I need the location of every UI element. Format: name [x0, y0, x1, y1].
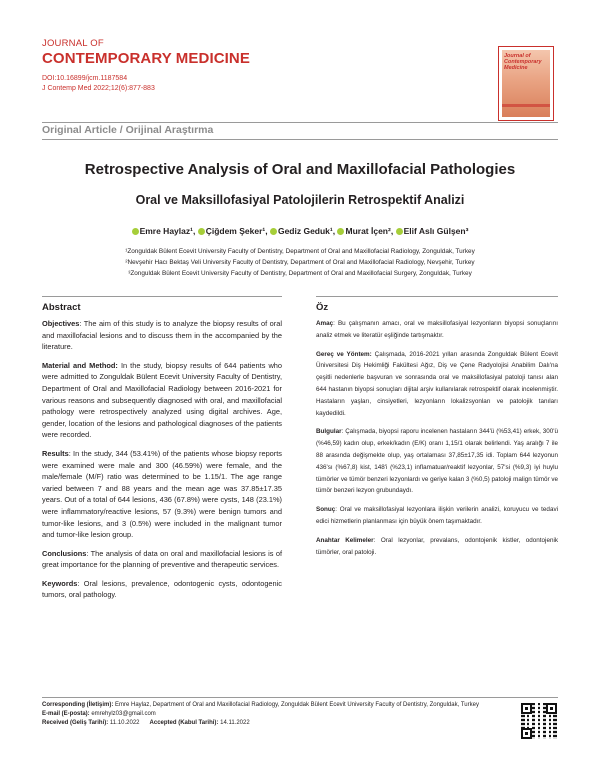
orcid-icon[interactable]: [132, 228, 139, 235]
orcid-icon[interactable]: [337, 228, 344, 235]
article-title: Retrospective Analysis of Oral and Maxillofacial Pathologies: [84, 161, 516, 178]
oz-gerec-yontem: Gereç ve Yöntem: Çalışmada, 2016-2021 yılları arasında Zonguldak Bülent Ecevit Üniversitesi Diş Hekimliği Fakültesi Ağız, Diş ve Çene Radyolojisi Anabilim Dalı'na çeşitli nedenlerle başvuran ve sonrasında oral ve maksillofasiyal patoloji tanısı alan 644 hastanın biyopsi sonuçları dijital arşiv kullanılarak retrospektif olarak incelenmiştir. Hastaların yaşları, cinsiyetleri, lezyonların lokalizsyonları ve patolojik tanıları kaydedildi.: [316, 350, 558, 417]
author[interactable]: Emre Haylaz¹,: [132, 226, 196, 236]
author[interactable]: Gediz Geduk¹,: [270, 226, 335, 236]
affiliations: [0, 246, 600, 279]
journal-name-line1: JOURNAL OF: [42, 38, 104, 49]
affiliation: ¹Zonguldak Bülent Ecevit University Faculty of Dentistry, Department of Oral and Maxillofacial Radiology, Zonguldak, Turkey: [125, 248, 475, 255]
orcid-icon[interactable]: [396, 228, 403, 235]
divider: [316, 296, 558, 297]
abstract-methods: Material and Method: In the study, biopsy results of 644 patients who were admitted to Zonguldak Bülent Ecevit University Faculty of Dentistry, Department of Oral and Maxillofacial Radiology between 2016-2021 for various reasons and subsequently diagnosed with oral, and maxillofacial pathology were retrospectively analyzed using digital archives. Age, gender, location of the lesions and pathological diagnoses of the patients were recorded.: [42, 360, 282, 440]
abstract-conclusions: Conclusions: The analysis of data on oral and maxillofacial lesions is of great importance for the planning of preventive and therapeutic services.: [42, 548, 282, 570]
journal-name-line2: CONTEMPORARY MEDICINE: [42, 50, 250, 67]
oz-anahtar-kelimeler: Anahtar Kelimeler: Oral lezyonlar, prevalans, odontojenik kistler, odontojenik tümörler, oral patoloji.: [316, 536, 558, 556]
abstract-results: Results: In the study, 344 (53.41%) of the patients whose biopsy reports were examined were male and 300 (46.59%) were female, and the male/female (M/F) ratio was determined to be 1.15/1. The age range varied between 7 and 88 years and the mean age was 37.85±17.35 years. Out of a total of 644 lesions, 436 (67.8%) were cysts, 148 (23.1%) were inflammatory/reactive lesions, 57 (9.3%) were benign tumors and tumor-like lesions, and 3 (0.5%) were included in the malignant tumor and tumor-like lesion group.: [42, 448, 282, 540]
oz-sonuc: Sonuç: Oral ve maksillofasiyal lezyonlara ilişkin verilerin analizi, koruyucu ve tedavi edici hizmetlerin planlanması için büyük önem taşımaktadır.: [316, 506, 558, 525]
divider: [42, 697, 558, 698]
abstract-heading: Abstract: [42, 302, 81, 313]
dates: Received (Geliş Tarihi): 11.10.2022 Accepted (Kabul Tarihi): 14.11.2022: [42, 720, 250, 726]
email-link[interactable]: emrehylz03@gmail.com: [89, 711, 156, 717]
citation: J Contemp Med 2022;12(6):877-883: [42, 85, 155, 92]
author[interactable]: Elif Aslı Gülşen³: [396, 226, 469, 236]
author[interactable]: Çiğdem Şeker¹,: [198, 226, 268, 236]
article-title-turkish: Oral ve Maksillofasiyal Patolojilerin Retrospektif Analizi: [135, 193, 465, 207]
corresponding-author: Corresponding (İletişim): Emre Haylaz, Department of Oral and Maxillofacial Radiology, Zonguldak Bülent Ecevit University Faculty of Dentistry, Zonguldak, Turkey: [42, 702, 479, 708]
doi-link[interactable]: DOI:10.16899/jcm.1187584: [42, 75, 128, 82]
affiliation: ³Zonguldak Bülent Ecevit University Faculty of Dentistry, Department of Oral and Maxillofacial Surgery, Zonguldak, Turkey: [128, 270, 472, 277]
oz-heading: Öz: [316, 302, 329, 313]
divider: [42, 139, 558, 140]
journal-header: [42, 38, 402, 94]
qr-code-icon: [521, 703, 557, 739]
journal-cover-image: [498, 46, 554, 121]
oz-amac: Amaç: Bu çalışmanın amacı, oral ve maksillofasiyal lezyonların biyopsi sonuçlarını analiz etmek ve literatür eşliğinde tartışmaktır.: [316, 320, 558, 339]
footer-correspondence: [42, 701, 512, 728]
divider: [42, 296, 282, 297]
oz-bulgular: Bulgular: Çalışmada, biyopsi raporu incelenen hastaların 344'ü (%53,41) erkek, 300'ü (%46,59) kadın olup, erkek/kadın (E/K) oranı 1,15/1 olarak belirlendi. Yaş aralığı 7 ile 88 arasında değişmekte olup, yaş ortalaması 37,85±17,35 idi. Toplam 644 lezyonun 436'sı (%67,8) kist, 148'i (%23,1) inflamatuar/reaktif lezyonlar, 57'si (%9,3) iyi huylu tümörler ve tümör benzeri lezyonlardı ve geriye kalan 3 (%0,5) patoloji malign tümör ve tümör benzeri lezyon grubundaydı.: [316, 428, 558, 495]
orcid-icon[interactable]: [270, 228, 277, 235]
article-type: Original Article / Orijinal Araştırma: [42, 124, 214, 136]
author-list: [0, 226, 600, 236]
orcid-icon[interactable]: [198, 228, 205, 235]
abstract-keywords: Keywords: Oral lesions, prevalence, odontogenic cysts, odontogenic tumors, oral pathology.: [42, 578, 282, 600]
author[interactable]: Murat İçen²,: [337, 226, 393, 236]
email: E-mail (E-posta): emrehylz03@gmail.com: [42, 711, 156, 717]
abstract-column: [42, 302, 282, 608]
affiliation: ²Nevşehir Hacı Bektaş Veli University Faculty of Dentistry, Department of Oral and Maxillofacial Radiology, Nevşehir, Turkey: [125, 259, 475, 266]
abstract-objectives: Objectives: The aim of this study is to analyze the biopsy results of oral and maxillofacial lesions and to discuss them in the accompanied by the literature.: [42, 319, 282, 352]
oz-column: [316, 302, 558, 565]
cover-title: Journal of Contemporary Medicine: [504, 53, 542, 71]
divider: [42, 122, 558, 123]
